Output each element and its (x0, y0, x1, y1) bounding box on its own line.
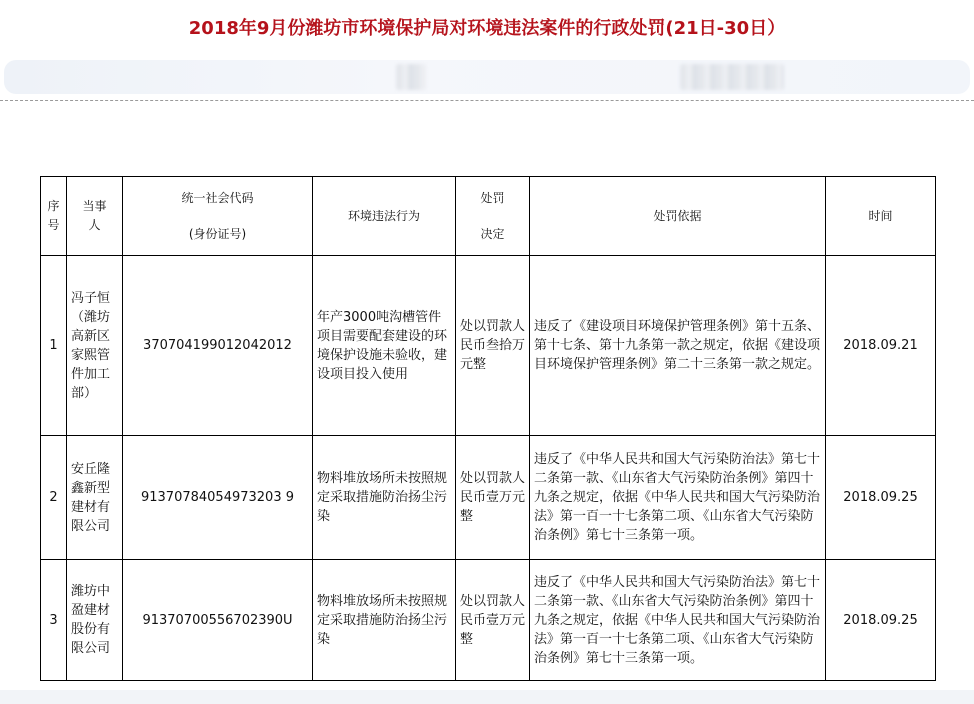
cell-party: 安丘隆鑫新型建材有限公司 (67, 436, 123, 560)
page-footer-band (0, 690, 974, 704)
cell-decision: 处以罚款人民币叁拾万元整 (456, 256, 530, 436)
article-info-bar (4, 60, 970, 94)
cell-basis: 违反了《中华人民共和国大气污染防治法》第七十二条第一款、《山东省大气污染防治条例》第四十九条之规定，依据《中华人民共和国大气污染防治法》第一百一十七条第二项、《山东省大气污染防治条例》第七十三条第一项。 (530, 436, 826, 560)
cell-code: 91370784054973203 9 (123, 436, 313, 560)
header-time: 时间 (826, 177, 936, 256)
cell-time: 2018.09.21 (826, 256, 936, 436)
cell-no: 2 (41, 436, 67, 560)
page-title: 2018年9月份潍坊市环境保护局对环境违法案件的行政处罚(21日-30日） (188, 18, 786, 39)
cell-no: 1 (41, 256, 67, 436)
cell-basis: 违反了《中华人民共和国大气污染防治法》第七十二条第一款、《山东省大气污染防治条例》第四十九条之规定，依据《中华人民共和国大气污染防治法》第一百一十七条第二项、《山东省大气污染防治条例》第七十三条第一项。 (530, 560, 826, 681)
cell-party: 冯子恒（潍坊高新区家熙管件加工部） (67, 256, 123, 436)
penalty-table (40, 176, 936, 681)
header-basis: 处罚依据 (530, 177, 826, 256)
cell-violation: 物料堆放场所未按照规定采取措施防治扬尘污染 (313, 560, 456, 681)
cell-time: 2018.09.25 (826, 436, 936, 560)
cell-violation: 物料堆放场所未按照规定采取措施防治扬尘污染 (313, 436, 456, 560)
header-party: 当事 人 (67, 177, 123, 256)
cell-time: 2018.09.25 (826, 560, 936, 681)
header-no: 序 号 (41, 177, 67, 256)
table-header-row (41, 177, 936, 256)
cell-decision: 处以罚款人民币壹万元整 (456, 436, 530, 560)
blurred-info-2 (680, 64, 784, 90)
cell-code: 370704199012042012 (123, 256, 313, 436)
cell-violation: 年产3000吨沟槽管件项目需要配套建设的环境保护设施未验收，建设项目投入使用 (313, 256, 456, 436)
table-row (41, 256, 936, 436)
divider (0, 100, 974, 101)
header-decision: 处罚 决定 (456, 177, 530, 256)
blurred-info-1 (396, 64, 426, 90)
table-row (41, 560, 936, 681)
cell-no: 3 (41, 560, 67, 681)
cell-decision: 处以罚款人民币壹万元整 (456, 560, 530, 681)
cell-party: 潍坊中盈建材股份有限公司 (67, 560, 123, 681)
table-row (41, 436, 936, 560)
header-violation: 环境违法行为 (313, 177, 456, 256)
header-code: 统一社会代码 (身份证号) (123, 177, 313, 256)
cell-basis: 违反了《建设项目环境保护管理条例》第十五条、第十七条、第十九条第一款之规定，依据《建设项目环境保护管理条例》第二十三条第一款之规定。 (530, 256, 826, 436)
cell-code: 91370700556702390U (123, 560, 313, 681)
